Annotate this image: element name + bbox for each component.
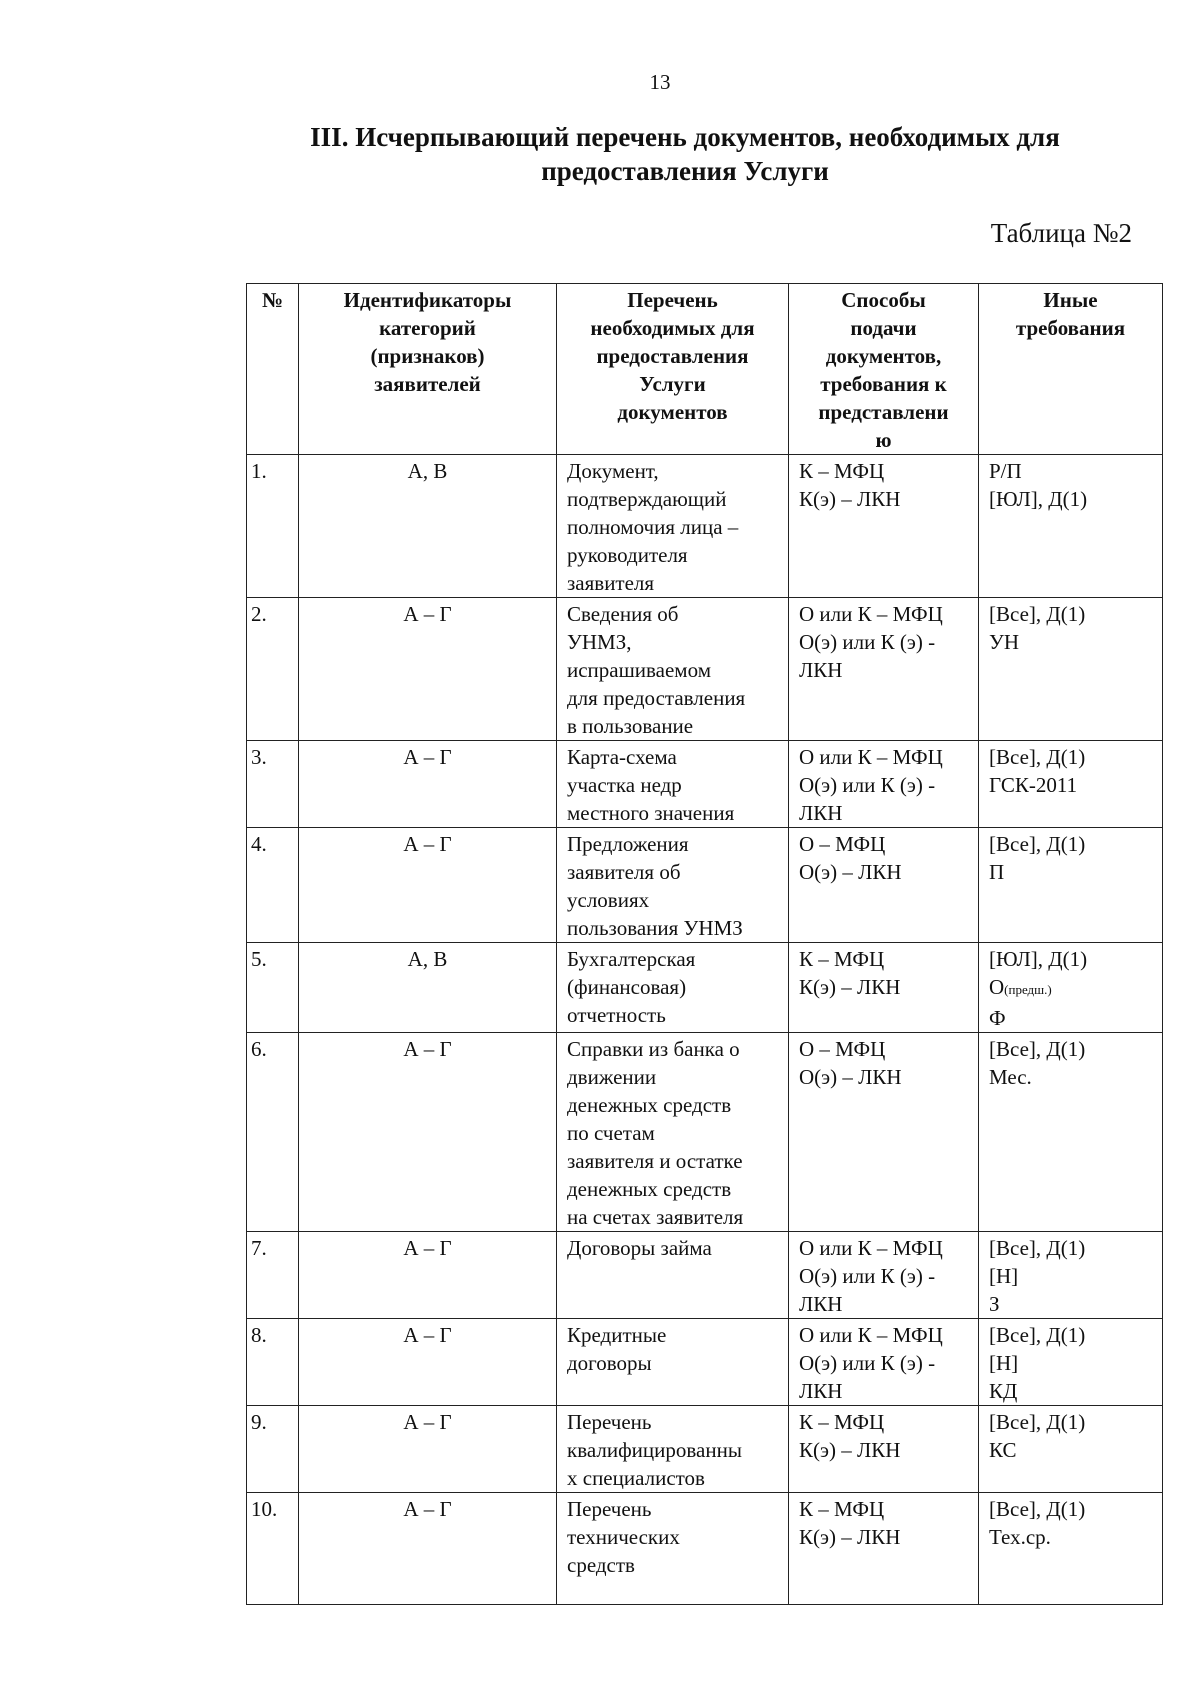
table-row (247, 1493, 1163, 1605)
table-row (247, 455, 1163, 598)
row-methods (789, 1319, 979, 1406)
cell-line: О или К – МФЦ (799, 1236, 943, 1260)
row-methods (789, 598, 979, 741)
header-line: документов (617, 400, 728, 424)
row-category: А – Г (299, 828, 557, 943)
row-num: 3. (247, 741, 299, 828)
table-row (247, 1033, 1163, 1232)
table-header-row (247, 284, 1163, 455)
header-line: ю (875, 428, 892, 452)
header-other (979, 284, 1163, 455)
page-number: 13 (649, 70, 671, 94)
cell-line: Тех.ср. (989, 1525, 1051, 1549)
row-num: 5. (247, 943, 299, 1033)
cell-line: [ЮЛ], Д(1) (989, 947, 1088, 971)
cell-line: [Н] (989, 1264, 1019, 1288)
row-methods (789, 455, 979, 598)
row-methods (789, 1493, 979, 1605)
cell-line: [Все], Д(1) (989, 745, 1086, 769)
cell-line: О – МФЦ (799, 832, 886, 856)
cell-line: К – МФЦ (799, 1497, 885, 1521)
cell-line: Перечень (567, 1497, 652, 1521)
cell-line: полномочия лица – (567, 515, 739, 539)
row-category: А – Г (299, 1319, 557, 1406)
cell-line: Предложения (567, 832, 689, 856)
cell-line: О – МФЦ (799, 1037, 886, 1061)
cell-line: О(э) – ЛКН (799, 1065, 902, 1089)
table-row (247, 598, 1163, 741)
cell-line: О или К – МФЦ (799, 602, 943, 626)
header-line: предоставления (596, 344, 749, 368)
row-other (979, 1319, 1163, 1406)
row-other (979, 455, 1163, 598)
cell-line: Документ, (567, 459, 659, 483)
cell-line: условиях (567, 888, 650, 912)
row-category: А, В (299, 455, 557, 598)
cell-line: ГСК-2011 (989, 773, 1078, 797)
header-line: (признаков) (370, 344, 485, 368)
row-document (557, 1406, 789, 1493)
cell-line: УНМЗ, (567, 630, 632, 654)
header-line: необходимых для (590, 316, 755, 340)
row-category: А – Г (299, 741, 557, 828)
table-row (247, 1319, 1163, 1406)
cell-line: Справки из банка о (567, 1037, 740, 1061)
row-category: А – Г (299, 1406, 557, 1493)
cell-line: заявителя (567, 571, 655, 595)
header-line: заявителей (374, 372, 481, 396)
cell-line: Мес. (989, 1065, 1032, 1089)
header-line: подачи (850, 316, 917, 340)
cell-line: П (989, 860, 1005, 884)
cell-line: Сведения об (567, 602, 679, 626)
header-line: документов, (825, 344, 942, 368)
cell-line: технических (567, 1525, 680, 1549)
header-methods (789, 284, 979, 455)
header-line: Иные (1043, 288, 1098, 312)
row-num: 1. (247, 455, 299, 598)
cell-line (989, 973, 1158, 1004)
cell-line: участка недр (567, 773, 682, 797)
cell-line: О или К – МФЦ (799, 1323, 943, 1347)
cell-line: движении (567, 1065, 657, 1089)
row-num: 10. (247, 1493, 299, 1605)
cell-line: УН (989, 630, 1020, 654)
cell-line: для предоставления (567, 686, 746, 710)
row-category: А – Г (299, 1232, 557, 1319)
row-methods (789, 1033, 979, 1232)
header-line: Услуги (639, 372, 706, 396)
row-methods (789, 828, 979, 943)
cell-line: К(э) – ЛКН (799, 975, 901, 999)
cell-line: Кредитные (567, 1323, 667, 1347)
cell-line: О или К – МФЦ (799, 745, 943, 769)
cell-line: х специалистов (567, 1466, 705, 1490)
row-category: А – Г (299, 1033, 557, 1232)
cell-line: КД (989, 1379, 1018, 1403)
cell-line: Перечень (567, 1410, 652, 1434)
row-methods (789, 1406, 979, 1493)
section-heading (230, 120, 1140, 188)
cell-line: [Н] (989, 1351, 1019, 1375)
header-line: категорий (379, 316, 476, 340)
cell-line: Бухгалтерская (567, 947, 696, 971)
cell-subscript: (предш.) (1004, 982, 1052, 997)
header-line: Перечень (627, 288, 718, 312)
row-num: 8. (247, 1319, 299, 1406)
row-document (557, 455, 789, 598)
row-category: А – Г (299, 598, 557, 741)
cell-line: К – МФЦ (799, 459, 885, 483)
row-num: 4. (247, 828, 299, 943)
cell-line: К(э) – ЛКН (799, 487, 901, 511)
cell-line: [Все], Д(1) (989, 1497, 1086, 1521)
cell-line: ЛКН (799, 801, 843, 825)
cell-line: заявителя об (567, 860, 681, 884)
cell-line: заявителя и остатке (567, 1149, 743, 1173)
cell-line: [Все], Д(1) (989, 1037, 1086, 1061)
cell-line: ЛКН (799, 658, 843, 682)
header-line: требования к (820, 372, 947, 396)
row-document (557, 1033, 789, 1232)
row-document (557, 943, 789, 1033)
header-line: представлени (818, 400, 949, 424)
table-row (247, 828, 1163, 943)
row-methods (789, 741, 979, 828)
row-methods (789, 943, 979, 1033)
cell-line: [Все], Д(1) (989, 832, 1086, 856)
cell-line: К – МФЦ (799, 1410, 885, 1434)
cell-text: О (989, 975, 1005, 999)
row-num: 2. (247, 598, 299, 741)
cell-line: денежных средств (567, 1177, 732, 1201)
cell-line: З (989, 1292, 1000, 1316)
row-other (979, 1406, 1163, 1493)
row-category: А, В (299, 943, 557, 1033)
header-documents (557, 284, 789, 455)
cell-line: по счетам (567, 1121, 655, 1145)
cell-line: О(э) или К (э) - (799, 773, 936, 797)
header-line: Способы (841, 288, 926, 312)
row-other (979, 741, 1163, 828)
cell-line: Ф (989, 1006, 1006, 1030)
cell-line: О(э) – ЛКН (799, 860, 902, 884)
row-document (557, 1493, 789, 1605)
table-row (247, 1406, 1163, 1493)
cell-line: пользования УНМЗ (567, 916, 743, 940)
row-document (557, 828, 789, 943)
cell-line: средств (567, 1553, 635, 1577)
row-methods (789, 1232, 979, 1319)
documents-table (246, 283, 1163, 1605)
cell-line: КС (989, 1438, 1017, 1462)
cell-line: местного значения (567, 801, 735, 825)
cell-line: ЛКН (799, 1292, 843, 1316)
cell-line: [Все], Д(1) (989, 1323, 1086, 1347)
header-line: Идентификаторы (343, 288, 512, 312)
cell-line: договоры (567, 1351, 652, 1375)
header-line: требования (1015, 316, 1126, 340)
table-row (247, 943, 1163, 1033)
cell-line: [Все], Д(1) (989, 1236, 1086, 1260)
cell-line: Карта-схема (567, 745, 677, 769)
cell-line: денежных средств (567, 1093, 732, 1117)
table-row (247, 741, 1163, 828)
row-document (557, 741, 789, 828)
cell-line: О(э) или К (э) - (799, 630, 936, 654)
cell-line: К(э) – ЛКН (799, 1525, 901, 1549)
cell-line: руководителя (567, 543, 688, 567)
cell-line: квалифицированны (567, 1438, 742, 1462)
cell-line: [ЮЛ], Д(1) (989, 487, 1088, 511)
row-other (979, 828, 1163, 943)
row-num: 7. (247, 1232, 299, 1319)
cell-line: испрашиваемом (567, 658, 711, 682)
table-row (247, 1232, 1163, 1319)
cell-line: К(э) – ЛКН (799, 1438, 901, 1462)
cell-line: Р/П (989, 459, 1022, 483)
cell-line: отчетность (567, 1003, 666, 1027)
row-document (557, 1319, 789, 1406)
cell-line: [Все], Д(1) (989, 1410, 1086, 1434)
row-other (979, 1232, 1163, 1319)
row-document (557, 1232, 789, 1319)
row-other (979, 1033, 1163, 1232)
cell-line: К – МФЦ (799, 947, 885, 971)
cell-line: на счетах заявителя (567, 1205, 744, 1229)
row-other (979, 943, 1163, 1033)
cell-line: подтверждающий (567, 487, 727, 511)
cell-line: ЛКН (799, 1379, 843, 1403)
section-heading-line: предоставления Услуги (541, 156, 829, 186)
row-other (979, 1493, 1163, 1605)
cell-line: Договоры займа (567, 1236, 712, 1260)
header-categories (299, 284, 557, 455)
cell-line: в пользование (567, 714, 694, 738)
row-num: 6. (247, 1033, 299, 1232)
cell-line: О(э) или К (э) - (799, 1351, 936, 1375)
cell-line: О(э) или К (э) - (799, 1264, 936, 1288)
row-num: 9. (247, 1406, 299, 1493)
cell-line: [Все], Д(1) (989, 602, 1086, 626)
table-label: Таблица №2 (990, 218, 1132, 248)
cell-line: (финансовая) (567, 975, 687, 999)
section-heading-line: III. Исчерпывающий перечень документов, необходимых для (310, 122, 1060, 152)
row-document (557, 598, 789, 741)
row-category: А – Г (299, 1493, 557, 1605)
header-num: № (247, 284, 299, 455)
row-other (979, 598, 1163, 741)
